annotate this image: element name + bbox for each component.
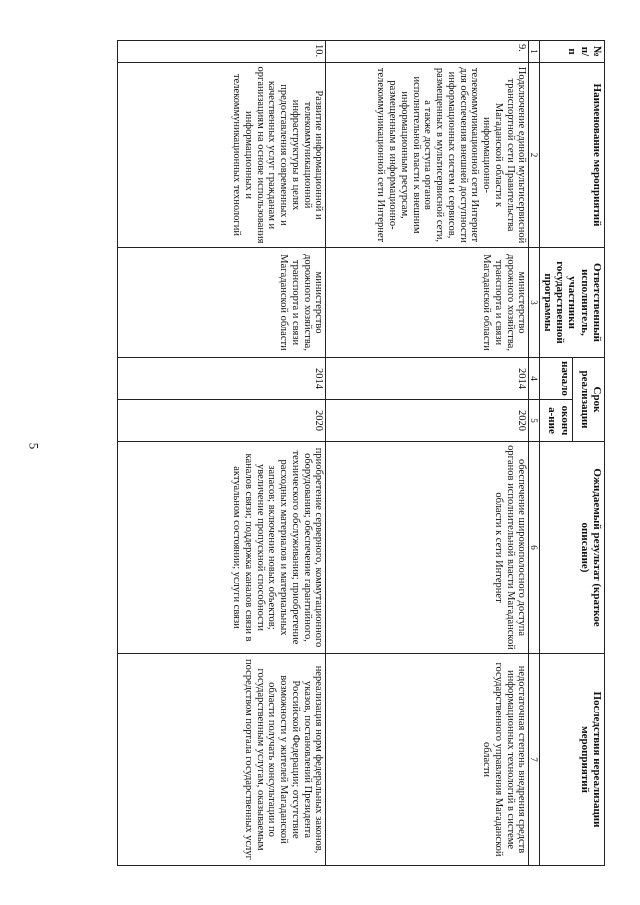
rotated-table-page [120,40,605,865]
header-name: Наименование мероприятий [540,63,605,248]
table-row [326,41,529,866]
row-executor: министерство дорожного хозяйства, транспорта и связи Магаданской области [118,248,326,358]
row-end: 2020 [118,400,326,442]
measures-table [117,40,605,866]
page-number: 5 [26,442,42,450]
row-result: обеспечение широкополосного доступа органов исполнительной власти Магаданской области к сети Интернет [326,442,529,654]
header-result: Ожидаемый результат (краткое описание) [540,442,605,654]
header-period: Срок реализации [572,358,604,442]
column-numbers-row [529,41,540,866]
row-num: 10. [118,41,326,63]
row-start: 2014 [326,358,529,400]
row-end: 2020 [326,400,529,442]
header-end: оконча-ние [540,400,572,442]
row-num: 9. [326,41,529,63]
row-start: 2014 [118,358,326,400]
column-number: 1 [529,41,540,63]
header-consequences: Последствия нереализации мероприятий [540,654,605,866]
column-number: 3 [529,248,540,358]
row-consequences: недостаточная степень внедрения средств информационных технологий в системе государственного управления Магаданской области [326,654,529,866]
row-result: приобретение серверного, коммутационного оборудования; обеспечение гарантийного, технического обслуживания; приобретение расходных материалов и материальных запасов; включение новых объектов; увеличение пропускной способности каналов связи; поддержка каналов связи в актуальном состоянии; услуги связи [118,442,326,654]
column-number: 2 [529,63,540,248]
column-number: 5 [529,400,540,442]
row-consequences: нереализация норм федеральных законов, указов, постановлений Президента Российской Федерации; отсутствие возможности у жителей Магаданской области получать консультации по государственным услугам, оказываемым посредством портала государственных услуг [118,654,326,866]
header-num: № п/п [540,41,605,63]
header-start: начало [540,358,572,400]
header-executor: Ответственный исполнитель, участники государственной программы [540,248,605,358]
column-number: 4 [529,358,540,400]
row-name: Подключение единой мультисервисной транспортной сети Правительства Магаданской области к информационно-телекоммуникационной сети Интернет для обеспечения внешней доступности информационных систем и сервисов, размещенных в мультисервисной сети, а также доступа органов исполнительной власти к внешним информационным ресурсам, размещенным в информационно-телекоммуникационной сети Интернет [326,63,529,248]
row-name: Развитие информационной и телекоммуникационной инфраструктуры в целях предоставления современных и качественных услуг гражданам и организациям на основе использования информационных и телекоммуникационных технологий [118,63,326,248]
column-number: 6 [529,442,540,654]
row-executor: министерство дорожного хозяйства, транспорта и связи Магаданской области [326,248,529,358]
column-number: 7 [529,654,540,866]
table-row [118,41,326,866]
